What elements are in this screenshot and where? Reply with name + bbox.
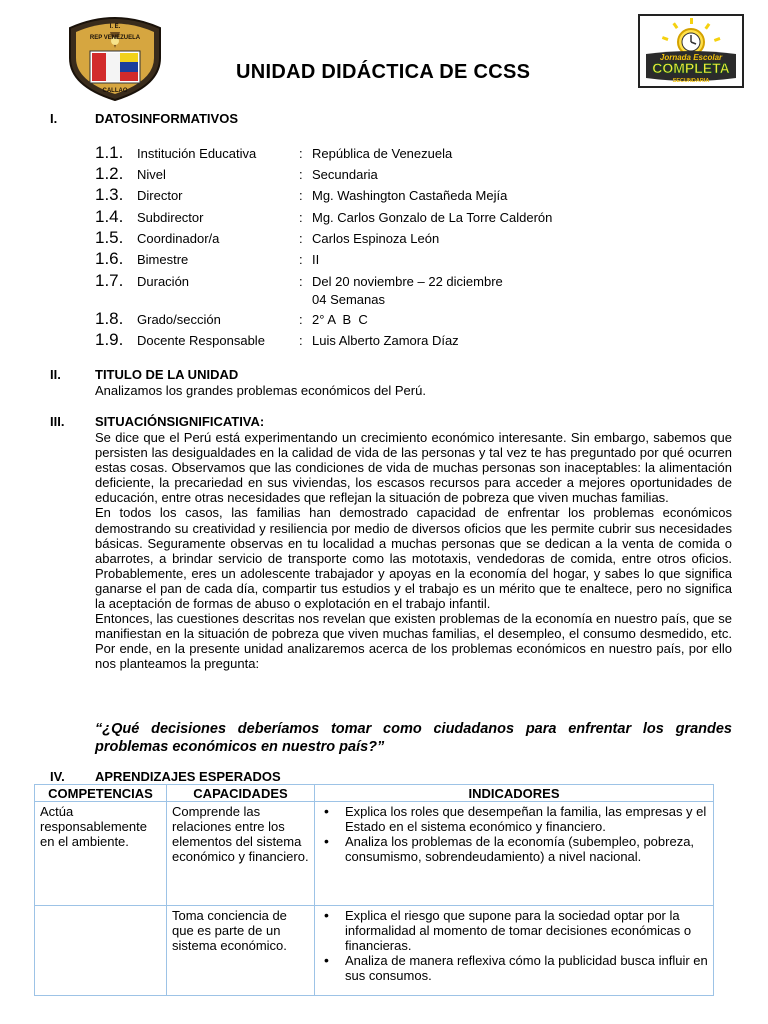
info-value: Del 20 noviembre – 22 diciembre <box>312 274 503 289</box>
guiding-question: “¿Qué decisiones deberíamos tomar como ciudadanos para enfrentar los grandes problemas económicos en nuestro país?” <box>95 721 732 755</box>
info-number: 1.8. <box>95 309 124 328</box>
info-colon: : <box>299 167 303 182</box>
info-colon: : <box>299 274 303 289</box>
crest-text-city: CALLAO <box>102 88 128 94</box>
indicators-cell <box>315 802 713 906</box>
indicator-list <box>320 908 708 983</box>
info-label: Bimestre <box>137 252 189 267</box>
situation-paragraph-1: Se dice que el Perú está experimentando un crecimiento económico interesante. Sin embargo, sabemos que persisten las desigualdades en la calidad de vida de las personas y tal vez te has preguntado por qué ocurren estas cosas. Observamos que las condiciones de vida de muchas personas son inaceptables: la alimentación deficiente, la precariedad en sus viviendas, los escasos recursos para acceder a mejores oportunidades de educación, entre otras necesidades que reflejan la situación de pobreza que viven muchas familias. <box>95 430 732 506</box>
indicator-list <box>320 804 708 864</box>
info-number: 1.7. <box>95 271 124 290</box>
info-row-bimestre <box>95 249 319 269</box>
info-value: Mg. Carlos Gonzalo de La Torre Calderón <box>312 210 553 225</box>
info-row-grado <box>95 309 368 329</box>
info-number: 1.6. <box>95 249 124 268</box>
info-value: Luis Alberto Zamora Díaz <box>312 333 459 348</box>
unit-title-text: Analizamos los grandes problemas económicos del Perú. <box>95 383 426 398</box>
jornada-escolar-logo <box>638 14 744 88</box>
table-header-indicadores: INDICADORES <box>315 785 713 802</box>
info-colon: : <box>299 231 303 246</box>
info-row-docente <box>95 330 459 350</box>
indicators-cell <box>315 906 713 995</box>
info-colon: : <box>299 252 303 267</box>
info-colon: : <box>299 333 303 348</box>
info-colon: : <box>299 312 303 327</box>
info-value: Mg. Washington Castañeda Mejía <box>312 188 508 203</box>
info-label: Director <box>137 188 183 203</box>
section-number-2: II. <box>50 367 61 382</box>
info-colon: : <box>299 146 303 161</box>
info-row-subdirector <box>95 207 552 227</box>
learning-table <box>34 784 714 996</box>
info-duracion-weeks: 04 Semanas <box>312 292 385 307</box>
info-number: 1.4. <box>95 207 124 226</box>
info-number: 1.2. <box>95 164 124 183</box>
info-row-duracion <box>95 271 503 291</box>
section-number-3: III. <box>50 414 65 429</box>
logo-text-jornada: Jornada Escolar <box>659 53 723 62</box>
info-number: 1.5. <box>95 228 124 247</box>
info-row-director <box>95 185 507 205</box>
info-label: Nivel <box>137 167 166 182</box>
school-crest-logo <box>62 14 168 102</box>
crest-text-name: REP VENEZUELA <box>89 35 141 41</box>
info-colon: : <box>299 210 303 225</box>
section-title-situacion: SITUACIÓNSIGNIFICATIVA: <box>95 414 265 429</box>
info-value: 2° A B C <box>312 312 368 327</box>
info-value: II <box>312 252 320 267</box>
section-number-4: IV. <box>50 769 65 784</box>
situation-paragraph-3: Entonces, las cuestiones descritas nos revelan que existen problemas de la economía en nuestro país, que se manifiestan en la situación de pobreza que viven muchas familias, el desempleo, el consumo desmedido, etc. Por ende, en la presente unidad analizaremos acerca de los problemas económicos en nuestro país, por ello nos planteamos la pregunta: <box>95 611 732 672</box>
info-label: Institución Educativa <box>137 146 257 161</box>
logo-text-secundaria: SECUNDARIA <box>672 78 710 84</box>
page-title: UNIDAD DIDÁCTICA DE CCSS <box>236 61 531 83</box>
indicator-item: • Analiza los problemas de la economía (subempleo, pobreza, consumismo, sobrendeudamiento) a nivel nacional. <box>320 834 708 864</box>
section-title-unidad: TITULO DE LA UNIDAD <box>95 367 239 382</box>
situation-text <box>95 430 732 672</box>
capacity-cell: Comprende las relaciones entre los elementos del sistema económico y financiero. <box>167 802 315 906</box>
section-number-1: I. <box>50 111 58 126</box>
info-label: Duración <box>137 274 190 289</box>
info-label: Docente Responsable <box>137 333 265 348</box>
info-number: 1.9. <box>95 330 124 349</box>
logo-text-completa: COMPLETA <box>652 60 730 76</box>
info-label: Subdirector <box>137 210 204 225</box>
situation-paragraph-2: En todos los casos, las familias han demostrado capacidad de enfrentar los problemas económicos demostrando su creatividad y resiliencia por medio de diversos oficios que les permite cubrir sus necesidades básicas. Seguramente observas en tu localidad a muchas personas que se dedican a la venta de comida o abarrotes, a brindar servicio de transporte como las mototaxis, vendedoras de comida, entre otros oficios. Probablemente, eres un adolescente trabajador y apoyas en la economía del hogar, y sabes lo que significa ganarse el pan de cada día, compartir tus estudios y el trabajo es un mérito que te enaltece, pero no significa la aceptación de formas de abuso o explotación en el trabajo infantil. <box>95 505 732 612</box>
info-row-nivel <box>95 164 378 184</box>
info-row-institucion <box>95 143 452 163</box>
info-number: 1.3. <box>95 185 124 204</box>
indicator-item: • Analiza de manera reflexiva cómo la publicidad busca influir en sus consumos. <box>320 953 708 983</box>
info-colon: : <box>299 188 303 203</box>
capacity-cell: Toma conciencia de que es parte de un sistema económico. <box>167 906 315 995</box>
info-value: República de Venezuela <box>312 146 453 161</box>
indicator-item: • Explica los roles que desempeñan la familia, las empresas y el Estado en el sistema económico y financiero. <box>320 804 708 834</box>
section-title-aprendizajes: APRENDIZAJES ESPERADOS <box>95 769 281 784</box>
competence-cell: Actúa responsablemente en el ambiente. <box>35 802 167 906</box>
indicator-item: • Explica el riesgo que supone para la sociedad optar por la informalidad al momento de tomar decisiones económicas o financieras. <box>320 908 708 953</box>
table-header-competencias: COMPETENCIAS <box>35 785 167 802</box>
section-title-datos: DATOSINFORMATIVOS <box>95 111 238 126</box>
table-header-capacidades: CAPACIDADES <box>167 785 315 802</box>
info-label: Grado/sección <box>137 312 221 327</box>
crest-text-top: I. E. <box>109 24 121 30</box>
info-value: Carlos Espinoza León <box>312 231 440 246</box>
info-value: Secundaria <box>312 167 378 182</box>
competence-cell-empty <box>35 906 167 995</box>
info-label: Coordinador/a <box>137 231 220 246</box>
info-row-coordinador <box>95 228 439 248</box>
info-number: 1.1. <box>95 143 124 162</box>
